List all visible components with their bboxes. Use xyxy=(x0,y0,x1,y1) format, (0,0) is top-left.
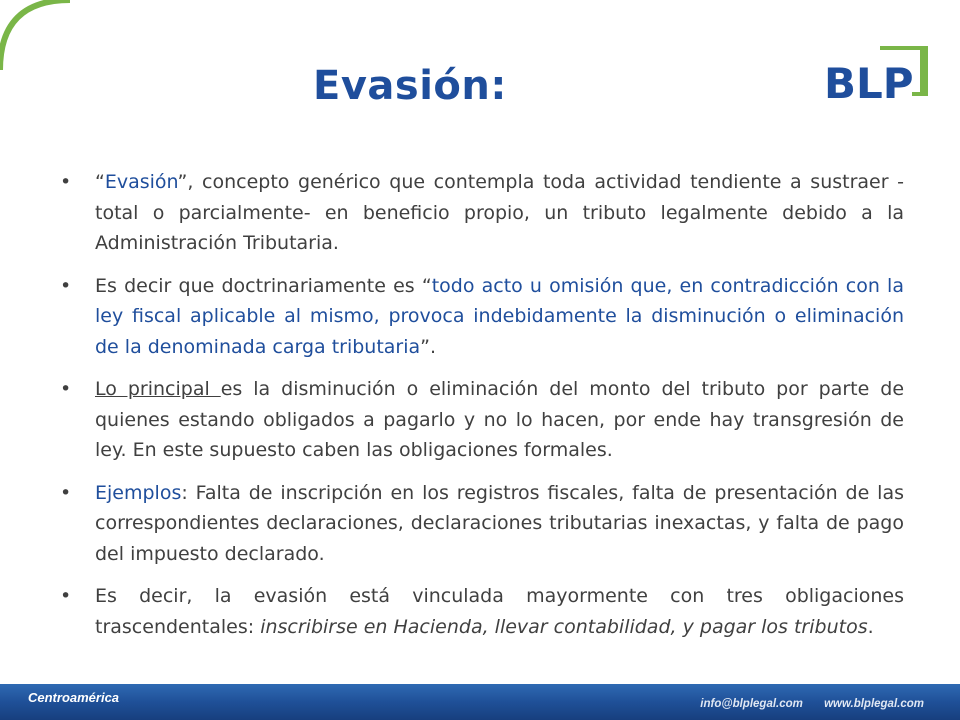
term-evasion: Evasión xyxy=(104,171,178,193)
corner-arc-decoration xyxy=(0,0,80,80)
obligations-end: . xyxy=(867,615,874,638)
footer-bar xyxy=(0,684,960,720)
slide-title: Evasión: xyxy=(313,63,507,109)
bullet-list xyxy=(60,167,904,654)
bullet-dot: • xyxy=(60,481,72,504)
doctrinal-quote: todo acto u omisión que, en contradicción con la ley fiscal aplicable al mismo, provoca indebidamente la disminución o eliminación de la denominada carga tributaria xyxy=(95,274,904,358)
doctrinal-lead-text: Es decir que doctrinariamente es xyxy=(95,274,422,297)
footer-website-link[interactable]: www.blplegal.com xyxy=(824,698,924,710)
term-examples: Ejemplos xyxy=(95,481,182,504)
footer-region: Centroamérica xyxy=(28,690,120,705)
quote-open: “ xyxy=(421,274,432,297)
blp-logo xyxy=(822,44,932,106)
examples-text: : Falta de inscripción en los registros fiscales, falta de presentación de las correspondientes declaraciones, declaraciones tributarias inexactas, y falta de pago del impuesto declarado. xyxy=(95,481,904,565)
bullet-main-point xyxy=(60,374,904,466)
main-point-text: es la disminución o eliminación del monto del tributo por parte de quienes estando obligados a pagarlo y no lo hacen, por ende hay transgresión de ley. En este supuesto caben las obligaciones formales. xyxy=(95,378,905,461)
evasion-definition-text: , concepto genérico que contempla toda actividad tendiente a sustraer -total o parcialmente- en beneficio propio, un tributo legalmente debido a la Administración Tributaria. xyxy=(95,171,904,254)
quote-close: ”. xyxy=(420,335,437,358)
footer-contact xyxy=(682,698,924,710)
bullet-examples xyxy=(60,478,904,570)
logo-wordmark: BLP xyxy=(824,59,914,106)
obligations-italic: inscribirse en Hacienda, llevar contabilidad, y pagar los tributos xyxy=(260,615,868,638)
bullet-doctrinal-definition xyxy=(60,271,904,363)
bullet-dot: • xyxy=(60,171,72,193)
bullet-dot: • xyxy=(60,378,72,400)
bullet-dot: • xyxy=(60,274,72,297)
bullet-evasion-definition xyxy=(60,167,904,259)
footer-email-link[interactable]: info@blplegal.com xyxy=(700,698,803,710)
bullet-three-obligations xyxy=(60,581,904,642)
obligations-lead-text: Es decir, la evasión está vinculada mayormente con tres obligaciones trascendentales: xyxy=(95,585,904,638)
close-quote: ” xyxy=(177,171,188,193)
open-quote: “ xyxy=(95,171,105,193)
underlined-lead: Lo principal xyxy=(95,378,221,400)
bullet-dot: • xyxy=(60,585,72,607)
